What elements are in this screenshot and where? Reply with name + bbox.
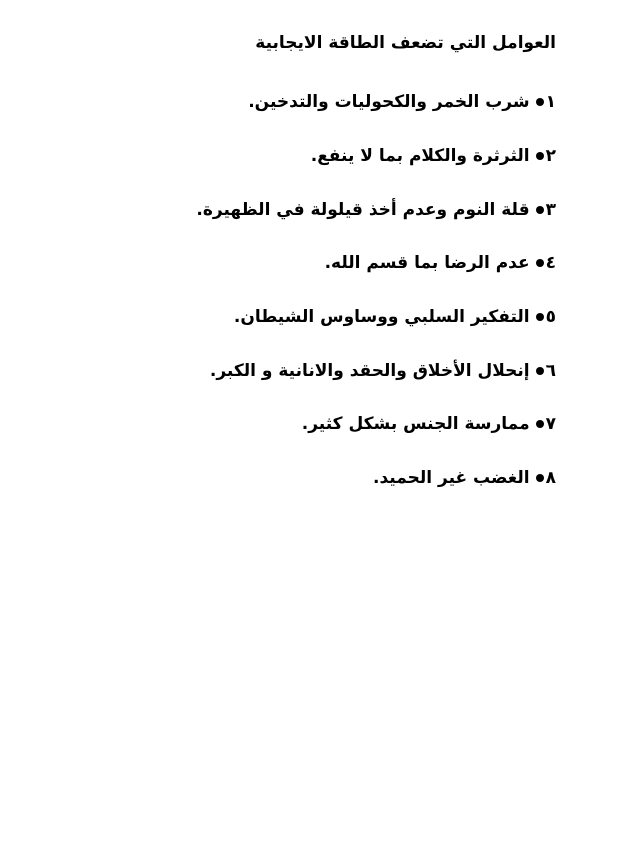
item-text: إنحلال الأخلاق والحقد والانانية و الكبر. bbox=[209, 361, 530, 381]
bullet-icon bbox=[536, 152, 544, 160]
item-text: قلة النوم وعدم أخذ قيلولة في الظهيرة. bbox=[196, 200, 530, 220]
list-item bbox=[210, 356, 556, 386]
item-number: ٣ bbox=[545, 200, 556, 220]
list-item bbox=[373, 463, 556, 493]
bullet-icon bbox=[536, 206, 544, 214]
item-text: التفكير السلبي ووساوس الشيطان. bbox=[233, 307, 530, 327]
item-number: ٦ bbox=[545, 361, 556, 381]
bullet-icon bbox=[536, 313, 544, 321]
item-number: ٧ bbox=[545, 414, 556, 434]
bullet-icon bbox=[536, 420, 544, 428]
item-text: شرب الخمر والكحوليات والتدخين. bbox=[248, 92, 530, 112]
item-number: ٥ bbox=[545, 307, 556, 327]
item-text: الثرثرة والكلام بما لا ينفع. bbox=[310, 146, 530, 166]
list-item bbox=[248, 87, 556, 117]
list-item bbox=[196, 195, 556, 225]
item-text: ممارسة الجنس بشكل كثير. bbox=[301, 414, 530, 434]
item-text: عدم الرضا بما قسم الله. bbox=[324, 253, 530, 273]
item-text: الغضب غير الحميد. bbox=[373, 468, 530, 488]
list-item bbox=[302, 409, 556, 439]
bullet-icon bbox=[536, 98, 544, 106]
item-number: ٤ bbox=[545, 253, 556, 273]
list-item bbox=[325, 248, 556, 278]
bullet-icon bbox=[536, 474, 544, 482]
bullet-icon bbox=[536, 367, 544, 375]
item-number: ٢ bbox=[545, 146, 556, 166]
item-number: ٨ bbox=[545, 468, 556, 488]
page-title: العوامل التي تضعف الطاقة الايجابية bbox=[255, 33, 556, 53]
bullet-icon bbox=[536, 259, 544, 267]
list-item bbox=[311, 141, 556, 171]
list-item bbox=[234, 302, 556, 332]
item-number: ١ bbox=[545, 92, 556, 112]
